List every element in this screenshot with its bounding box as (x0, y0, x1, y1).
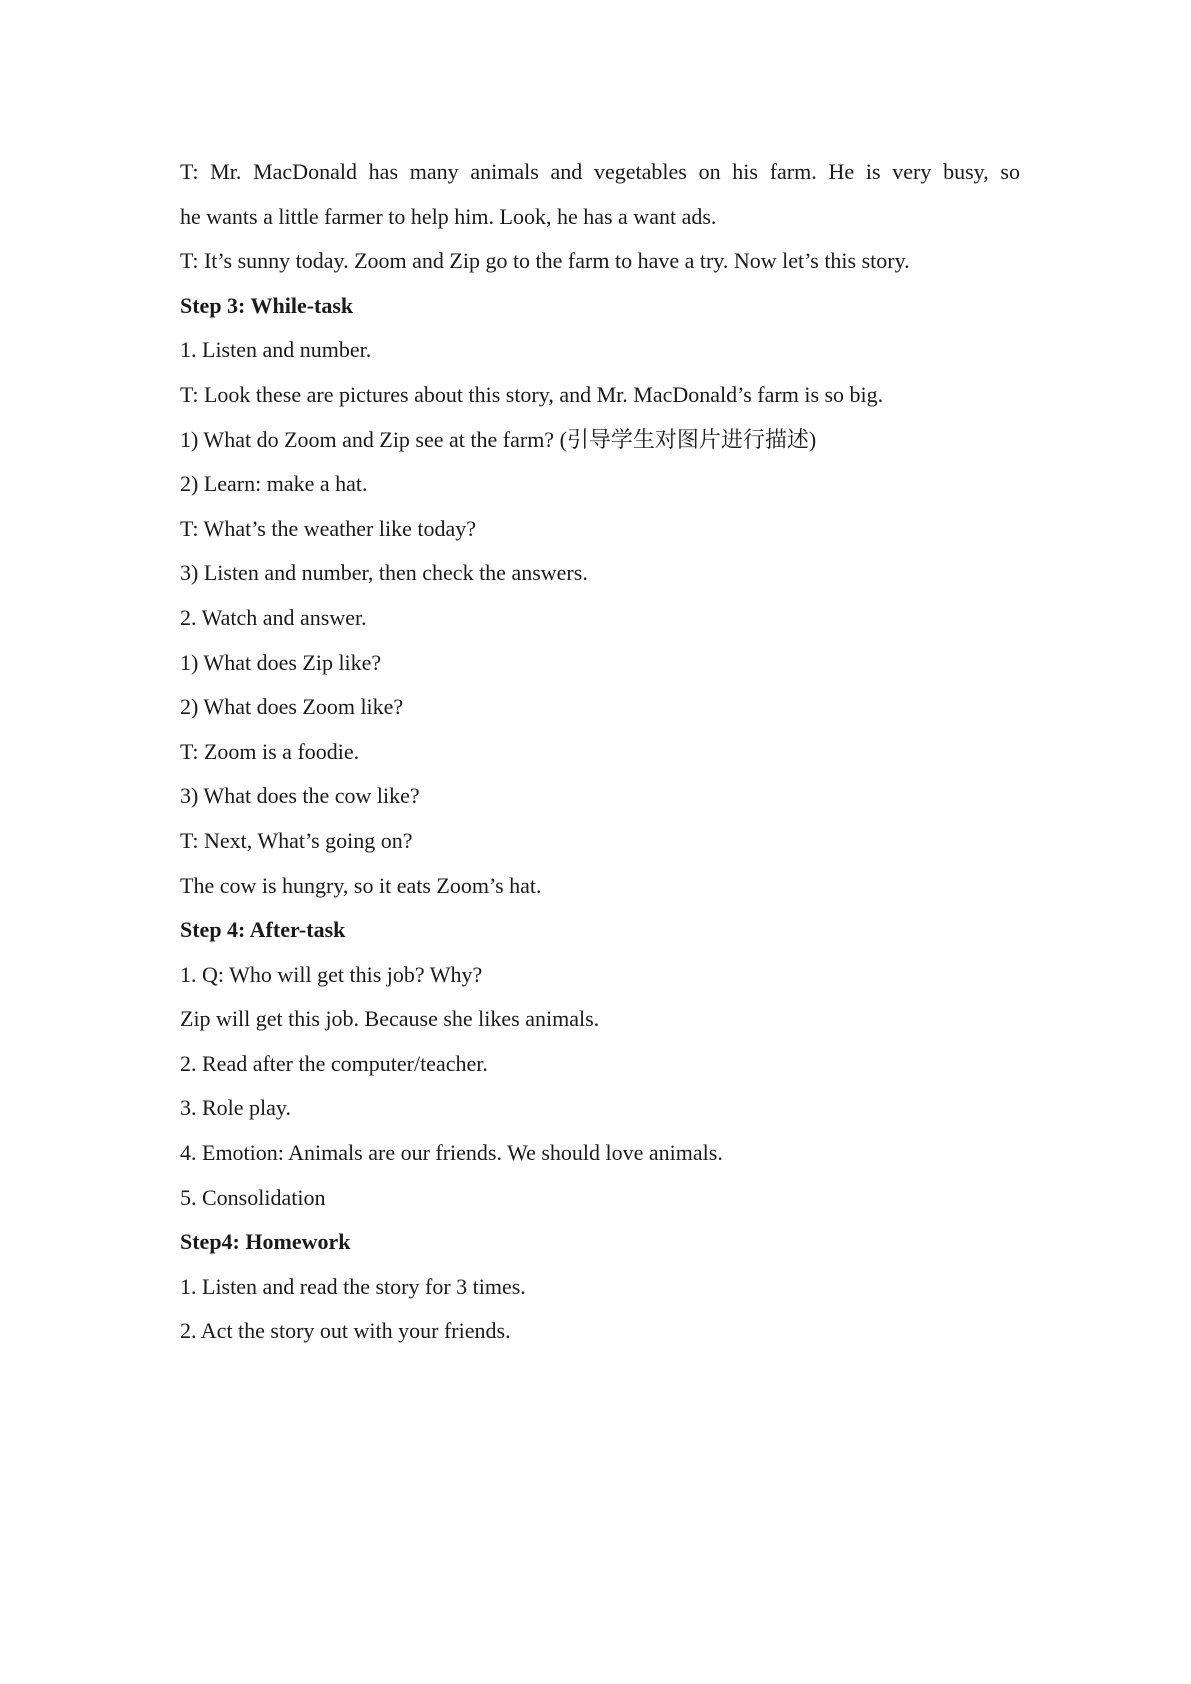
paragraph-line: 2. Watch and answer. (180, 604, 367, 630)
paragraph-line: 5. Consolidation (180, 1184, 326, 1210)
document-body (180, 150, 1020, 1354)
paragraph-line: 1) What do Zoom and Zip see at the farm? (引导学生对图片进行描述) (180, 426, 817, 452)
paragraph-line: 3) What does the cow like? (180, 783, 420, 809)
section-heading-while-task: Step 3: While-task (180, 292, 354, 318)
paragraph-line: 2. Act the story out with your friends. (180, 1318, 511, 1344)
paragraph-line: 1) What does Zip like? (180, 649, 382, 675)
paragraph-line: T: What’s the weather like today? (180, 515, 477, 541)
paragraph-line: 4. Emotion: Animals are our friends. We should love animals. (180, 1140, 723, 1166)
paragraph-line: 2. Read after the computer/teacher. (180, 1050, 488, 1076)
paragraph-line: 2) Learn: make a hat. (180, 471, 368, 497)
paragraph-line: 1. Listen and number. (180, 337, 372, 363)
paragraph-line: 1. Listen and read the story for 3 times. (180, 1273, 526, 1299)
paragraph-line: he wants a little farmer to help him. Look, he has a want ads. (180, 203, 717, 229)
paragraph-line: 3. Role play. (180, 1095, 291, 1121)
paragraph-line: The cow is hungry, so it eats Zoom’s hat. (180, 872, 542, 898)
paragraph-line: Zip will get this job. Because she likes animals. (180, 1006, 600, 1032)
paragraph-line: T: It’s sunny today. Zoom and Zip go to the farm to have a try. Now let’s this story. (180, 248, 910, 274)
section-heading-homework: Step4: Homework (180, 1229, 351, 1255)
paragraph-line: T: Mr. MacDonald has many animals and vegetables on his farm. He is very busy, so (180, 159, 1020, 184)
paragraph-line: 3) Listen and number, then check the answers. (180, 560, 588, 586)
paragraph-line: T: Zoom is a foodie. (180, 738, 360, 764)
paragraph-line: 2) What does Zoom like? (180, 694, 404, 720)
section-heading-after-task: Step 4: After-task (180, 917, 346, 943)
paragraph-line: 1. Q: Who will get this job? Why? (180, 961, 483, 987)
paragraph-line: T: Look these are pictures about this story, and Mr. MacDonald’s farm is so big. (180, 381, 884, 407)
paragraph-line: T: Next, What’s going on? (180, 827, 413, 853)
